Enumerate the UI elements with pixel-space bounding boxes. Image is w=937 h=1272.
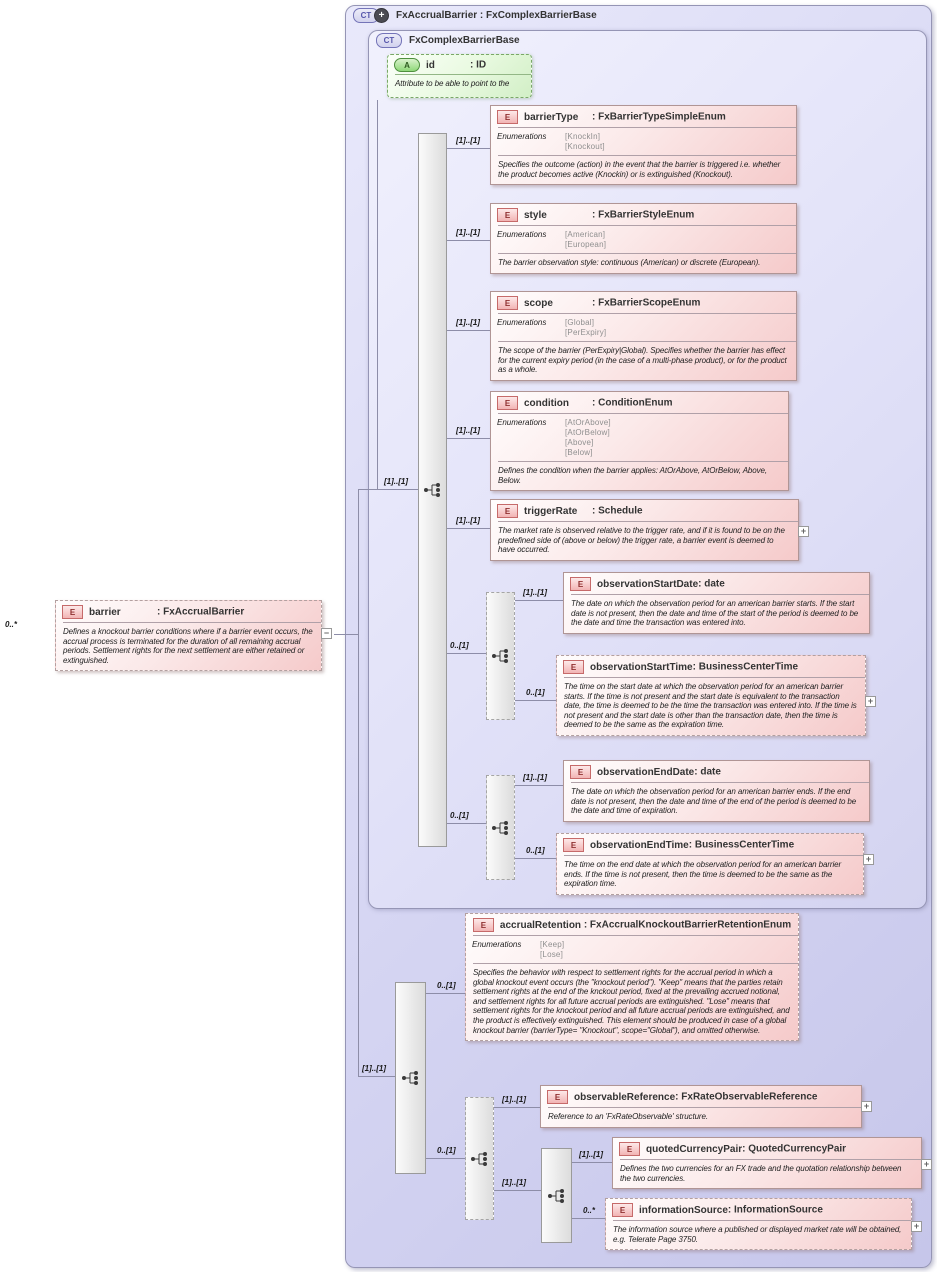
cardinality-observationEndTime: 0..[1] bbox=[526, 846, 545, 855]
enumerations-label: Enumerations bbox=[497, 230, 547, 239]
element-icon: E bbox=[497, 504, 518, 518]
element-header bbox=[557, 656, 865, 677]
connector-line bbox=[445, 240, 490, 241]
element-name: accrualRetention bbox=[499, 919, 582, 931]
element-header bbox=[564, 761, 869, 782]
element-icon: E bbox=[563, 660, 584, 674]
enum-value: [PerExpiry] bbox=[565, 328, 607, 337]
element-type: : FxAccrualKnockoutBarrierRetentionEnum bbox=[583, 919, 792, 931]
enumerations-section bbox=[491, 226, 796, 253]
element-icon: E bbox=[563, 838, 584, 852]
element-icon: E bbox=[497, 110, 518, 124]
element-type: : ConditionEnum bbox=[592, 397, 673, 409]
element-type: : Schedule bbox=[592, 505, 643, 517]
element-name: quotedCurrencyPair bbox=[646, 1143, 743, 1155]
cardinality-condition: [1]..[1] bbox=[456, 426, 480, 435]
expand-button[interactable]: + bbox=[911, 1221, 922, 1232]
cardinality-barrier: 0..* bbox=[5, 620, 18, 629]
element-icon: E bbox=[547, 1090, 568, 1104]
element-header bbox=[491, 392, 788, 413]
connector-line bbox=[334, 634, 358, 635]
complextype-icon: CT bbox=[376, 33, 402, 48]
derived-plus-icon[interactable]: + bbox=[374, 8, 389, 23]
sequence-group-currency[interactable] bbox=[541, 1148, 572, 1243]
connector-line bbox=[424, 1158, 465, 1159]
element-name: observationStartTime bbox=[590, 661, 693, 673]
complextype-icon: CT bbox=[353, 8, 379, 23]
attribute-name: id bbox=[426, 59, 435, 71]
element-name: barrier bbox=[89, 606, 121, 618]
connector-line bbox=[377, 100, 378, 490]
connector-line bbox=[570, 1162, 612, 1163]
element-box-quotedCurrencyPair[interactable] bbox=[612, 1137, 922, 1189]
connector-line bbox=[445, 438, 490, 439]
element-icon: E bbox=[619, 1142, 640, 1156]
element-box-barrier[interactable] bbox=[55, 600, 322, 671]
enum-value: [Keep] bbox=[540, 940, 565, 949]
element-type: : FxBarrierStyleEnum bbox=[592, 209, 695, 221]
enum-value: [Knockout] bbox=[565, 142, 605, 151]
attribute-icon: A bbox=[394, 58, 420, 72]
element-annotation: Defines the condition when the barrier applies: AtOrAbove, AtOrBelow, Above, Below. bbox=[498, 466, 767, 485]
enum-value: [Lose] bbox=[540, 950, 563, 959]
sequence-group-observation-start[interactable] bbox=[486, 592, 515, 720]
attribute-header bbox=[388, 55, 531, 74]
element-header bbox=[56, 601, 321, 622]
connector-line bbox=[513, 600, 563, 601]
element-annotation: Specifies the outcome (action) in the event that the barrier is triggered i.e. whether the product becomes active (Knockin) or is extinguished (Knockout). bbox=[498, 160, 781, 179]
element-annotation: The scope of the barrier (PerExpiry|Global). Specifies whether the barrier has effect for the current expiry period (in the case of a multi-phase product), or for the product as a whole. bbox=[498, 346, 787, 375]
element-annotation: The time on the end date at which the observation period for an american barrier ends. If the time is not present, then the time is deemed to be the same as the expiration time. bbox=[564, 860, 842, 889]
enumerations-label: Enumerations bbox=[497, 132, 547, 141]
element-header bbox=[564, 573, 869, 594]
element-icon: E bbox=[497, 396, 518, 410]
cardinality-observationEndDate: [1]..[1] bbox=[523, 773, 547, 782]
cardinality-scope: [1]..[1] bbox=[456, 318, 480, 327]
attribute-annotation: Attribute to be able to point to the bbox=[395, 79, 510, 88]
enumerations-section bbox=[491, 314, 796, 341]
element-type: : FxAccrualBarrier bbox=[157, 606, 245, 618]
sequence-group-reference[interactable] bbox=[465, 1097, 494, 1220]
element-annotation: Specifies the behavior with respect to settlement rights for the accrual period in which a global knockout event occurs (the "knockout period"). "Keep" means that the parties retain settlement rights at the end of the knckout period, fixed at the prevailing accrued notional, and settlement rights for all future accrual periods are extinguished. "Lose" means that settlement rights for the knockout period and all future accrual periods are extinguished, and the product is effectively extinguished. This element should be produced in case of a global knockout barrier (barrierType= "Knockout", scope="Global"), and omitted otherwise. bbox=[473, 968, 790, 1035]
cardinality-barrierType: [1]..[1] bbox=[456, 136, 480, 145]
cardinality-root-sequence: [1]..[1] bbox=[384, 477, 408, 486]
cardinality-observationStartDate: [1]..[1] bbox=[523, 588, 547, 597]
expand-button[interactable]: + bbox=[863, 854, 874, 865]
element-name: informationSource bbox=[639, 1204, 728, 1216]
element-icon: E bbox=[612, 1203, 633, 1217]
enumerations-label: Enumerations bbox=[497, 418, 547, 427]
element-header bbox=[491, 204, 796, 225]
enum-value: [Below] bbox=[565, 448, 593, 457]
element-annotation: The date on which the observation period for an american barrier ends. If the end date is not present, then the date and time of the end of the period is deemed to be the date and time of expiration. bbox=[571, 787, 857, 816]
connector-line bbox=[492, 1190, 541, 1191]
sequence-group-main[interactable] bbox=[418, 133, 447, 847]
element-header bbox=[491, 106, 796, 127]
connector-line bbox=[445, 823, 486, 824]
enumerations-label: Enumerations bbox=[497, 318, 547, 327]
connector-line bbox=[513, 700, 556, 701]
cardinality-style: [1]..[1] bbox=[456, 228, 480, 237]
element-box-condition[interactable] bbox=[490, 391, 789, 491]
enum-value: [AtOrAbove] bbox=[565, 418, 611, 427]
element-box-observationEndDate[interactable] bbox=[563, 760, 870, 822]
element-name: style bbox=[524, 209, 547, 221]
element-name: barrierType bbox=[524, 111, 579, 123]
collapse-button[interactable]: − bbox=[321, 628, 332, 639]
cardinality-accrualRetention: 0..[1] bbox=[437, 981, 456, 990]
element-name: observableReference bbox=[574, 1091, 676, 1103]
element-type: : date bbox=[694, 766, 721, 778]
enum-value: [AtOrBelow] bbox=[565, 428, 610, 437]
element-box-accrualRetention[interactable] bbox=[465, 913, 799, 1041]
element-name: observationEndDate bbox=[597, 766, 695, 778]
attribute-box-id[interactable] bbox=[387, 54, 532, 98]
element-annotation: The time on the start date at which the observation period for an american barrier starts. If the time is not present and the start date is equivalent to the transaction date, the time is deemed to be the time the transaction was entered into. If the time is not present and the start date is other than the transaction date, then the time is deemed to be the same as the expiration time. bbox=[564, 682, 857, 730]
attribute-type: : ID bbox=[470, 59, 487, 71]
sequence-icon bbox=[546, 1187, 568, 1205]
element-icon: E bbox=[570, 577, 591, 591]
connector-line bbox=[513, 785, 563, 786]
element-type: : FxRateObservableReference bbox=[675, 1091, 818, 1103]
element-type: : FxBarrierTypeSimpleEnum bbox=[592, 111, 726, 123]
outer-title: FxAccrualBarrier : FxComplexBarrierBase bbox=[396, 10, 597, 21]
element-box-style[interactable] bbox=[490, 203, 797, 274]
element-box-triggerRate[interactable] bbox=[490, 499, 799, 561]
enum-value: [Global] bbox=[565, 318, 595, 327]
element-box-observableReference[interactable] bbox=[540, 1085, 862, 1128]
expand-button[interactable]: + bbox=[865, 696, 876, 707]
element-box-observationStartTime[interactable] bbox=[556, 655, 866, 736]
element-annotation: The date on which the observation period for an american barrier starts. If the start date is not present, then the date and time of the start of the period is deemed to be the date and time the transaction was entered into. bbox=[571, 599, 859, 628]
cardinality-reference-group: 0..[1] bbox=[437, 1146, 456, 1155]
element-header bbox=[613, 1138, 921, 1159]
element-type: : FxBarrierScopeEnum bbox=[592, 297, 701, 309]
element-header bbox=[491, 500, 798, 521]
element-box-observationStartDate[interactable] bbox=[563, 572, 870, 634]
connector-line bbox=[358, 1076, 395, 1077]
connector-line bbox=[424, 993, 465, 994]
connector-line bbox=[358, 489, 418, 490]
element-name: scope bbox=[524, 297, 553, 309]
expand-button[interactable]: + bbox=[861, 1101, 872, 1112]
element-box-observationEndTime[interactable] bbox=[556, 833, 864, 895]
element-box-barrierType[interactable] bbox=[490, 105, 797, 185]
element-box-informationSource[interactable] bbox=[605, 1198, 912, 1250]
element-icon: E bbox=[497, 208, 518, 222]
element-annotation: The market rate is observed relative to the trigger rate, and if it is found to be on the predefined side of (above or below) the trigger rate, a barrier event is deemed to have occurred. bbox=[498, 526, 785, 555]
inner-title: FxComplexBarrierBase bbox=[409, 35, 520, 46]
cardinality-currency-group: [1]..[1] bbox=[502, 1178, 526, 1187]
enumerations-section bbox=[491, 414, 788, 461]
cardinality-observableReference: [1]..[1] bbox=[502, 1095, 526, 1104]
element-annotation: Defines a knockout barrier conditions where if a barrier event occurs, the accrual process is terminated for the duration of all remaining accrual periods. Settlement rights for the next settlement are either retained or extinguished. bbox=[63, 627, 313, 665]
element-name: condition bbox=[524, 397, 569, 409]
cardinality-observationStartTime: 0..[1] bbox=[526, 688, 545, 697]
enum-value: [KnockIn] bbox=[565, 132, 601, 141]
cardinality-quotedCurrencyPair: [1]..[1] bbox=[579, 1150, 603, 1159]
cardinality-extension-sequence: [1]..[1] bbox=[362, 1064, 386, 1073]
enumerations-section bbox=[491, 128, 796, 155]
outer-title-row bbox=[353, 8, 597, 23]
element-type: : BusinessCenterTime bbox=[688, 839, 795, 851]
enum-value: [Above] bbox=[565, 438, 594, 447]
element-type: : QuotedCurrencyPair bbox=[742, 1143, 847, 1155]
expand-button[interactable]: + bbox=[921, 1159, 932, 1170]
element-type: : InformationSource bbox=[727, 1204, 823, 1216]
element-annotation: The information source where a published or displayed market rate will be obtained, e.g. Telerate Page 3750. bbox=[613, 1225, 902, 1244]
element-icon: E bbox=[570, 765, 591, 779]
connector-line bbox=[445, 330, 490, 331]
connector-line bbox=[445, 653, 486, 654]
sequence-icon bbox=[469, 1150, 491, 1168]
element-header bbox=[466, 914, 798, 935]
sequence-group-observation-end[interactable] bbox=[486, 775, 515, 880]
sequence-icon bbox=[490, 819, 512, 837]
sequence-group-extension[interactable] bbox=[395, 982, 426, 1174]
element-box-scope[interactable] bbox=[490, 291, 797, 381]
connector-line bbox=[358, 489, 359, 1077]
cardinality-observation-end-group: 0..[1] bbox=[450, 811, 469, 820]
element-annotation: Reference to an 'FxRateObservable' structure. bbox=[548, 1112, 708, 1121]
element-type: : date bbox=[698, 578, 725, 590]
expand-button[interactable]: + bbox=[798, 526, 809, 537]
cardinality-observation-start-group: 0..[1] bbox=[450, 641, 469, 650]
connector-line bbox=[570, 1218, 605, 1219]
connector-line bbox=[513, 858, 556, 859]
element-name: observationEndTime bbox=[590, 839, 689, 851]
element-annotation: The barrier observation style: continuous (American) or discrete (European). bbox=[498, 258, 761, 267]
inner-title-row bbox=[376, 33, 520, 48]
sequence-icon bbox=[422, 481, 444, 499]
element-icon: E bbox=[62, 605, 83, 619]
element-header bbox=[491, 292, 796, 313]
connector-line bbox=[445, 528, 490, 529]
cardinality-informationSource: 0..* bbox=[583, 1206, 596, 1215]
sequence-icon bbox=[400, 1069, 422, 1087]
element-name: triggerRate bbox=[524, 505, 578, 517]
enumerations-section bbox=[466, 936, 798, 963]
element-header bbox=[541, 1086, 861, 1107]
element-type: : BusinessCenterTime bbox=[692, 661, 799, 673]
element-name: observationStartDate bbox=[597, 578, 699, 590]
enum-value: [European] bbox=[565, 240, 607, 249]
element-icon: E bbox=[473, 918, 494, 932]
enumerations-label: Enumerations bbox=[472, 940, 522, 949]
element-header bbox=[557, 834, 863, 855]
connector-line bbox=[445, 148, 490, 149]
connector-line bbox=[492, 1107, 540, 1108]
enum-value: [American] bbox=[565, 230, 606, 239]
element-annotation: Defines the two currencies for an FX trade and the quotation relationship between the two currencies. bbox=[620, 1164, 902, 1183]
sequence-icon bbox=[490, 647, 512, 665]
element-icon: E bbox=[497, 296, 518, 310]
element-header bbox=[606, 1199, 911, 1220]
cardinality-triggerRate: [1]..[1] bbox=[456, 516, 480, 525]
